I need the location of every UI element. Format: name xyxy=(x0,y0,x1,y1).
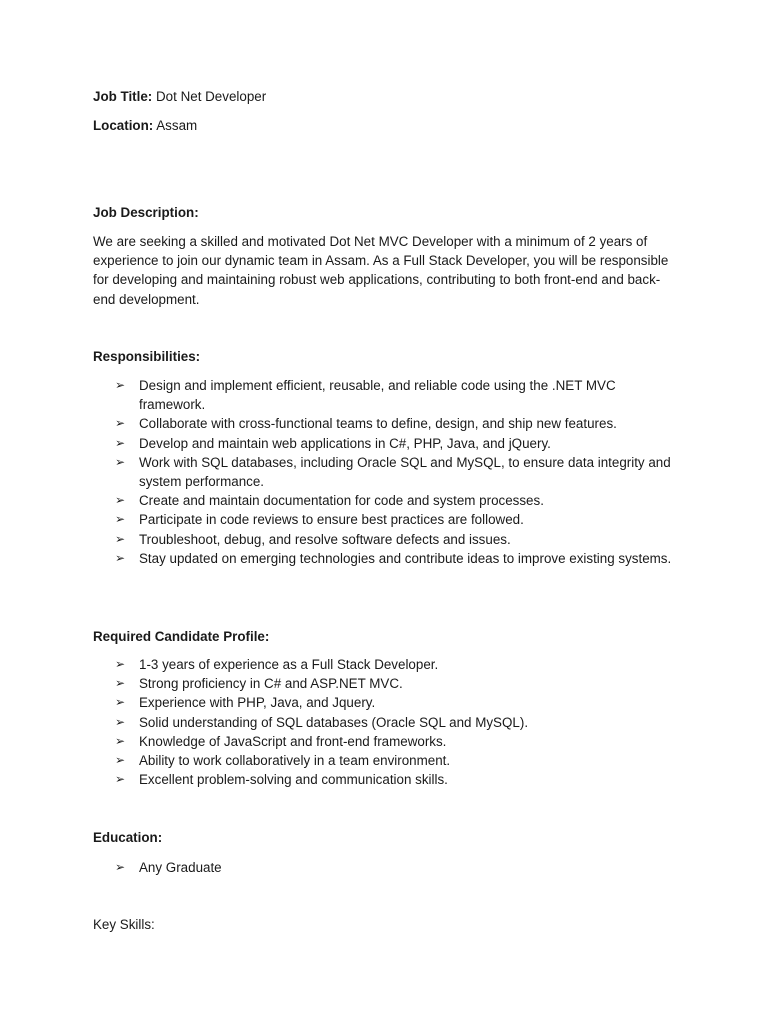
list-item: ➢ Stay updated on emerging technologies and contribute ideas to improve existing systems. xyxy=(115,549,675,568)
education-list xyxy=(115,858,675,877)
list-item: ➢ Participate in code reviews to ensure best practices are followed. xyxy=(115,510,675,529)
arrow-bullet-icon: ➢ xyxy=(115,753,126,768)
list-item: ➢ Strong proficiency in C# and ASP.NET MVC. xyxy=(115,674,675,693)
arrow-bullet-icon: ➢ xyxy=(115,772,126,787)
list-item: ➢ Solid understanding of SQL databases (Oracle SQL and MySQL). xyxy=(115,713,675,732)
key-skills-heading: Key Skills: xyxy=(93,917,155,932)
arrow-bullet-icon: ➢ xyxy=(115,435,126,450)
list-item: ➢ Design and implement efficient, reusable, and reliable code using the .NET MVC framework. xyxy=(115,378,616,413)
job-description-heading: Job Description: xyxy=(93,205,199,220)
arrow-bullet-icon: ➢ xyxy=(115,657,126,671)
arrow-bullet-icon: ➢ xyxy=(115,676,126,691)
arrow-bullet-icon: ➢ xyxy=(115,531,126,546)
list-item: ➢ Develop and maintain web applications in C#, PHP, Java, and jQuery. xyxy=(115,434,675,453)
list-item: ➢ Work with SQL databases, including Oracle SQL and MySQL, to ensure data integrity and system performance. xyxy=(115,454,671,490)
arrow-bullet-icon: ➢ xyxy=(115,512,126,527)
job-description-text: We are seeking a skilled and motivated Dot Net MVC Developer with a minimum of 2 years of experience to join our dynamic team in Assam. As a Full Stack Developer, you will be responsible for developing and maintaining robust web applications, contributing to both front-end and back-end development. xyxy=(93,234,669,307)
list-item: ➢ Troubleshoot, debug, and resolve software defects and issues. xyxy=(115,530,675,549)
arrow-bullet-icon: ➢ xyxy=(115,860,126,874)
list-item: ➢ Knowledge of JavaScript and front-end frameworks. xyxy=(115,732,675,751)
candidate-profile-heading: Required Candidate Profile: xyxy=(93,629,270,644)
location-value: Assam xyxy=(156,118,198,133)
location-label: Location: xyxy=(93,118,154,133)
arrow-bullet-icon: ➢ xyxy=(115,714,126,729)
list-item: ➢ Excellent problem-solving and communication skills. xyxy=(115,770,675,789)
responsibilities-list xyxy=(115,376,675,568)
job-title-line xyxy=(93,87,266,106)
arrow-bullet-icon: ➢ xyxy=(115,378,126,392)
arrow-bullet-icon: ➢ xyxy=(115,733,126,748)
job-title-label: Job Title: xyxy=(93,89,153,104)
job-title-value: Dot Net Developer xyxy=(156,89,267,104)
list-item: ➢ Create and maintain documentation for code and system processes. xyxy=(115,491,675,510)
arrow-bullet-icon: ➢ xyxy=(115,493,126,508)
arrow-bullet-icon: ➢ xyxy=(115,416,126,431)
arrow-bullet-icon: ➢ xyxy=(115,550,126,565)
location-line xyxy=(93,116,197,135)
list-item: ➢ Ability to work collaboratively in a team environment. xyxy=(115,751,675,770)
arrow-bullet-icon: ➢ xyxy=(115,454,126,469)
responsibilities-heading: Responsibilities: xyxy=(93,349,201,364)
list-item: ➢ 1-3 years of experience as a Full Stack Developer. xyxy=(115,655,675,674)
candidate-profile-list xyxy=(115,655,675,789)
list-item: ➢ Collaborate with cross-functional teams to define, design, and ship new features. xyxy=(115,414,675,433)
arrow-bullet-icon: ➢ xyxy=(115,695,126,710)
list-item: ➢ Experience with PHP, Java, and Jquery. xyxy=(115,693,675,712)
list-item: ➢ Any Graduate xyxy=(115,858,675,877)
education-heading: Education: xyxy=(93,830,163,845)
